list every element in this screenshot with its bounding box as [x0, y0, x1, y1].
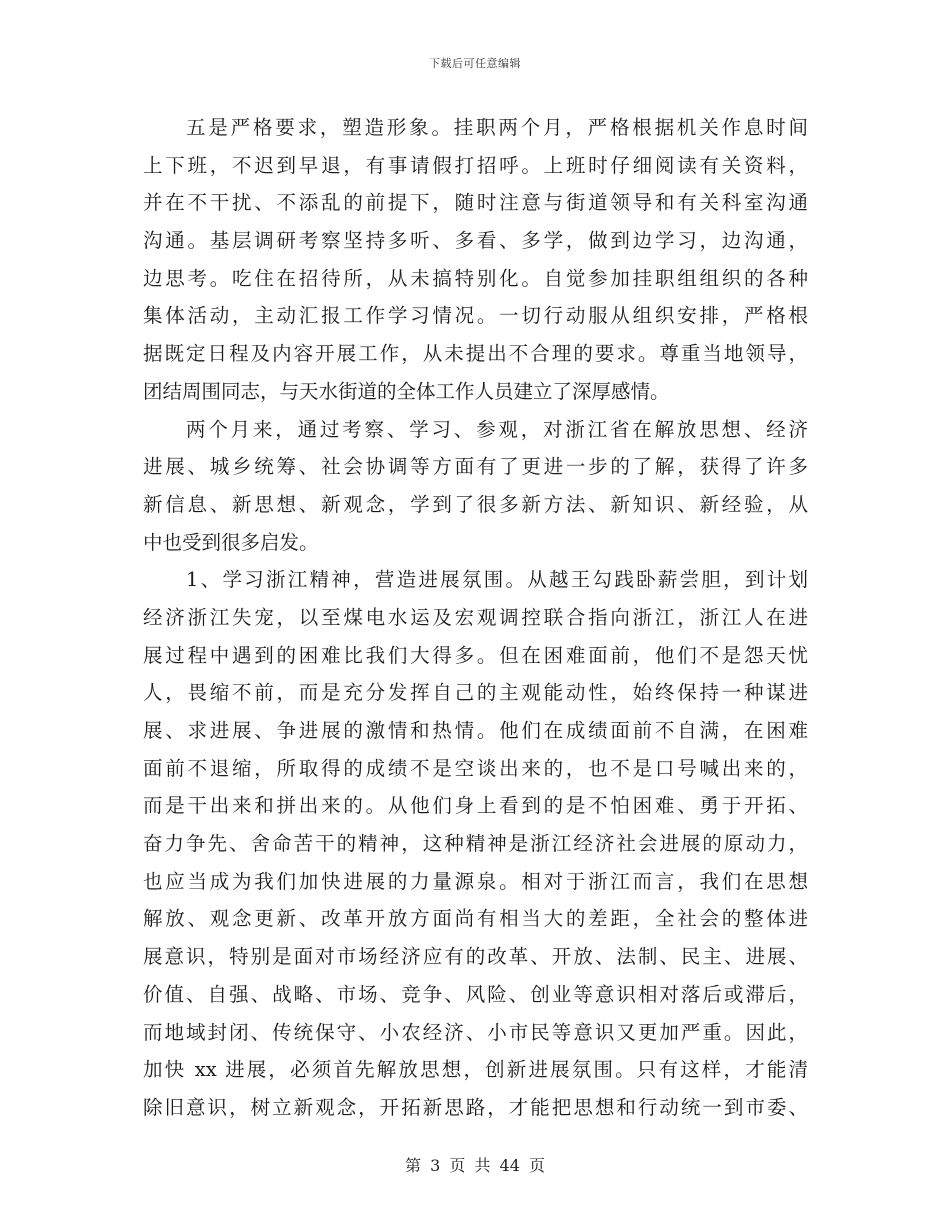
text-line: 进展、城乡统筹、社会协调等方面有了更进一步的了解，获得了许多 — [143, 455, 808, 479]
text-line: 奋力争先、舍命苦干的精神，这种精神是浙江经济社会进展的原动力， — [143, 832, 808, 856]
text-line: 展过程中遇到的困难比我们大得多。但在困难面前，他们不是怨天忧 — [143, 643, 808, 667]
text-line: 据既定日程及内容开展工作，从未提出不合理的要求。尊重当地领导， — [143, 342, 808, 366]
text-line: 沟通。基层调研考察坚持多听、多看、多学，做到边学习，边沟通， — [143, 229, 808, 253]
page-footer: 第 3 页 共 44 页 — [405, 1156, 545, 1175]
text-line: 加快 xx 进展，必须首先解放思想，创新进展氛围。只有这样，才能清 — [143, 1058, 808, 1082]
text-line: 上下班，不迟到早退，有事请假打招呼。上班时仔细阅读有关资料， — [143, 153, 808, 177]
text-line: 展、求进展、争进展的激情和热情。他们在成绩面前不自满，在困难 — [143, 719, 808, 742]
page-header: 下载后可任意编辑 — [429, 57, 521, 70]
text-line: 团结周围同志，与天水街道的全体工作人员建立了深厚感情。 — [143, 379, 670, 403]
text-line: 除旧意识，树立新观念，开拓新思路，才能把思想和行动统一到市委、 — [143, 1095, 808, 1119]
text-line: 也应当成为我们加快进展的力量源泉。相对于浙江而言，我们在思想 — [143, 869, 808, 893]
text-line: 而是干出来和拼出来的。从他们身上看到的是不怕困难、勇于开拓、 — [143, 794, 808, 818]
text-line: 价值、自强、战略、市场、竞争、风险、创业等意识相对落后或滞后， — [143, 982, 808, 1006]
text-line: 解放、观念更新、改革开放方面尚有相当大的差距，全社会的整体进 — [143, 907, 808, 931]
text-line: 边思考。吃住在招待所，从未搞特别化。自觉参加挂职组组织的各种 — [143, 266, 808, 290]
text-line: 新信息、新思想、新观念，学到了很多新方法、新知识、新经验，从 — [143, 492, 808, 516]
text-line: 中也受到很多启发。 — [143, 530, 319, 554]
text-line: 展意识，特别是面对市场经济应有的改革、开放、法制、民主、进展、 — [143, 945, 808, 969]
text-line: 两个月来，通过考察、学习、参观，对浙江省在解放思想、经济 — [186, 417, 808, 441]
text-line: 经济浙江失宠，以至煤电水运及宏观调控联合指向浙江，浙江人在进 — [143, 605, 808, 629]
text-line: 并在不干扰、不添乱的前提下，随时注意与街道领导和有关科室沟通 — [143, 191, 808, 215]
text-line: 集体活动，主动汇报工作学习情况。一切行动服从组织安排，严格根 — [143, 304, 808, 328]
text-line: 1、学习浙江精神，营造进展氛围。从越王勾践卧薪尝胆，到计划 — [186, 568, 808, 592]
text-line: 人，畏缩不前，而是充分发挥自己的主观能动性，始终保持一种谋进 — [143, 681, 808, 705]
text-line: 五是严格要求，塑造形象。挂职两个月，严格根据机关作息时间 — [186, 116, 808, 139]
text-line: 面前不退缩，所取得的成绩不是空谈出来的，也不是口号喊出来的， — [143, 756, 808, 780]
text-line: 而地域封闭、传统保守、小农经济、小市民等意识又更加严重。因此， — [143, 1020, 808, 1044]
document-body — [143, 109, 808, 1127]
